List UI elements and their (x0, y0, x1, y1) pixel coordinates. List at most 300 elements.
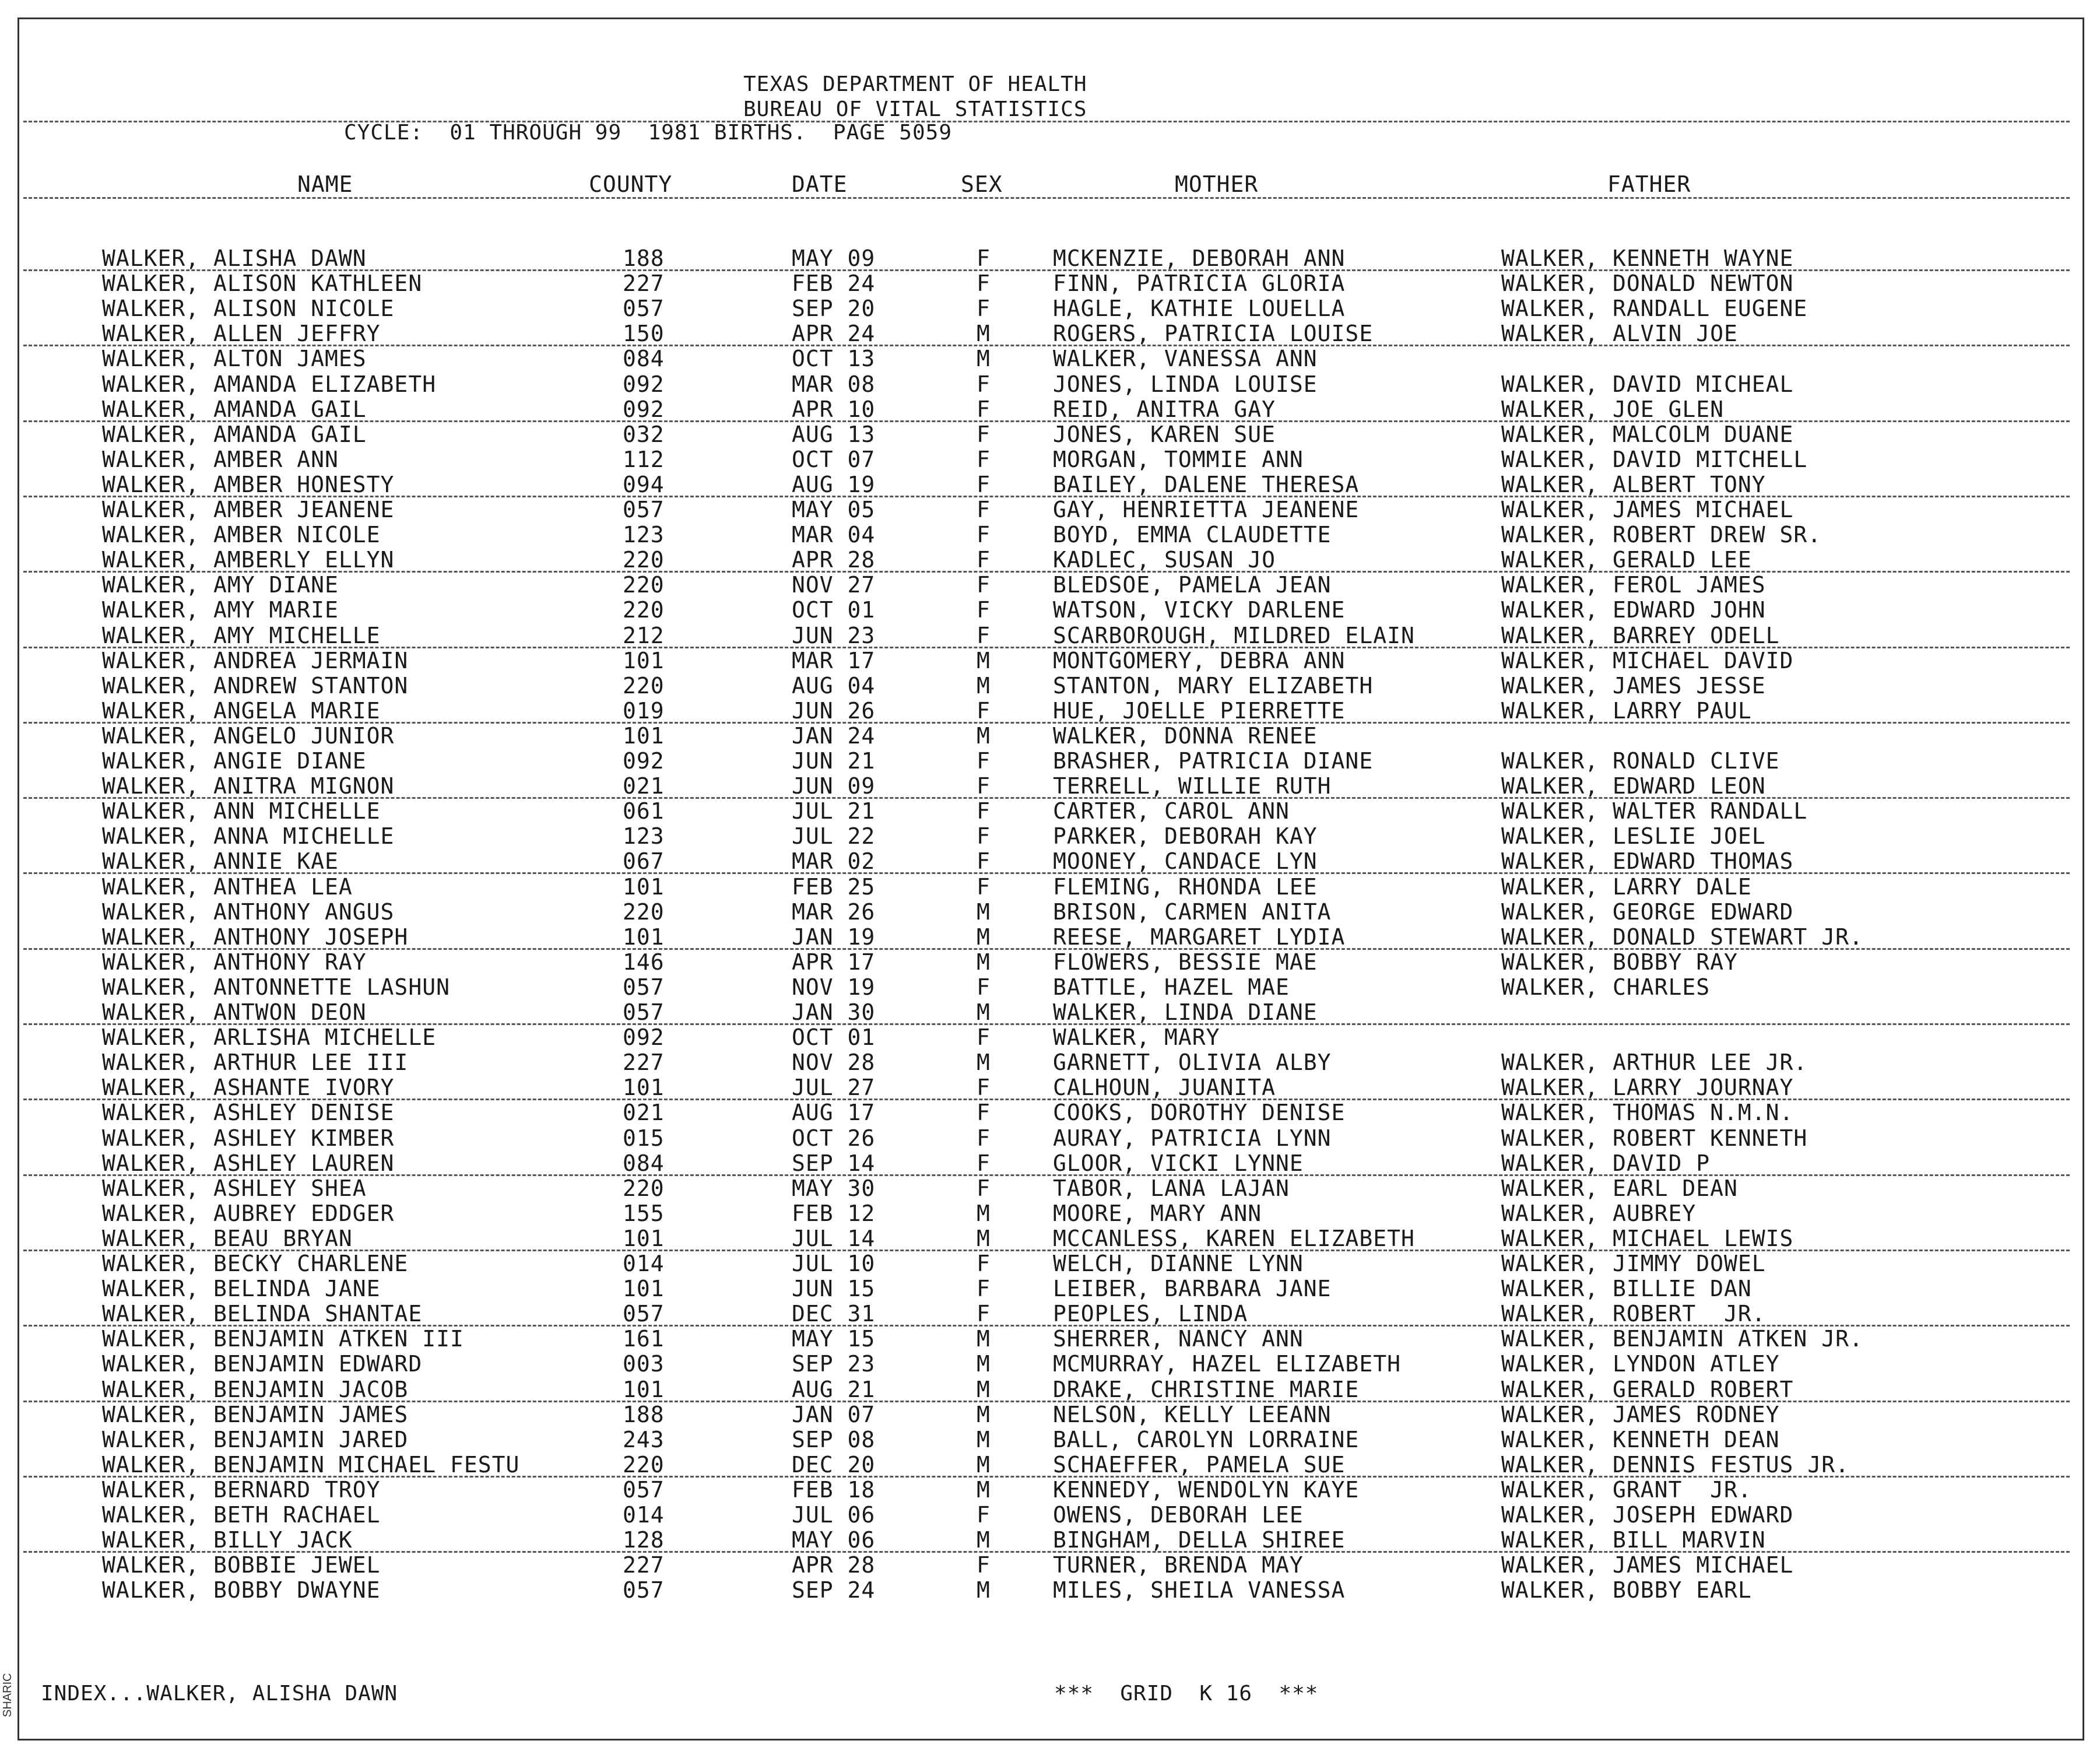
cell-father: WALKER, KENNETH WAYNE (1501, 245, 1794, 271)
cell-father: WALKER, KENNETH DEAN (1501, 1426, 1780, 1452)
cell-name: WALKER, BECKY CHARLENE (102, 1251, 409, 1276)
cell-name: WALKER, BELINDA JANE (102, 1276, 381, 1302)
cell-sex: M (977, 1527, 991, 1553)
cell-mother: AURAY, PATRICIA LYNN (1053, 1125, 1332, 1151)
cell-mother: MCMURRAY, HAZEL ELIZABETH (1053, 1351, 1401, 1377)
cell-father: WALKER, ALBERT TONY (1501, 471, 1766, 497)
cell-date: JUN 23 (792, 622, 876, 648)
cell-date: AUG 13 (792, 421, 876, 447)
table-row (0, 1327, 2100, 1351)
cell-father: WALKER, DAVID P (1501, 1150, 1711, 1176)
cell-sex: M (977, 1426, 991, 1452)
cell-sex: F (977, 1075, 991, 1101)
cell-sex: F (977, 697, 991, 724)
cell-father: WALKER, ROBERT DREW SR. (1501, 522, 1822, 548)
cell-county: 155 (623, 1200, 665, 1226)
table-row (0, 246, 2100, 271)
table-row (0, 774, 2100, 798)
cell-father: WALKER, ROBERT JR. (1501, 1301, 1766, 1327)
cell-sex: F (977, 848, 991, 875)
cell-county: 161 (623, 1326, 665, 1352)
grid-footer: *** GRID K 16 *** (1054, 1682, 1319, 1706)
table-row (0, 447, 2100, 472)
cell-county: 227 (623, 271, 665, 297)
cell-name: WALKER, ASHLEY DENISE (102, 1100, 395, 1126)
cell-mother: FINN, PATRICIA GLORIA (1053, 271, 1346, 297)
cell-father: WALKER, RONALD CLIVE (1501, 748, 1780, 774)
cell-date: JUN 09 (792, 773, 876, 799)
cell-sex: M (977, 1351, 991, 1377)
cell-name: WALKER, ASHLEY KIMBER (102, 1125, 395, 1151)
cell-mother: HAGLE, KATHIE LOUELLA (1053, 296, 1346, 322)
cell-name: WALKER, AMANDA GAIL (102, 421, 367, 447)
cell-name: WALKER, BILLY JACK (102, 1527, 353, 1553)
table-row (0, 975, 2100, 999)
cell-name: WALKER, BENJAMIN JAMES (102, 1401, 409, 1427)
cell-date: JAN 19 (792, 924, 876, 950)
cell-father: WALKER, JAMES RODNEY (1501, 1401, 1780, 1427)
column-header-name: NAME (297, 171, 353, 197)
cell-name: WALKER, ANN MICHELLE (102, 798, 381, 824)
cell-date: FEB 24 (792, 271, 876, 297)
cell-sex: F (977, 748, 991, 774)
cell-sex: F (977, 245, 991, 271)
table-row (0, 422, 2100, 447)
column-header-sex: SEX (961, 171, 1003, 197)
cell-date: JUL 14 (792, 1225, 876, 1251)
table-row (0, 699, 2100, 723)
cell-sex: M (977, 1577, 991, 1603)
cell-date: FEB 12 (792, 1200, 876, 1226)
cell-sex: F (977, 572, 991, 598)
cell-mother: TURNER, BRENDA MAY (1053, 1552, 1304, 1578)
column-header-father: FATHER (1607, 171, 1691, 197)
cell-sex: F (977, 873, 991, 900)
cell-mother: HUE, JOELLE PIERRETTE (1053, 697, 1346, 724)
table-row (0, 397, 2100, 422)
cell-mother: SCHAEFFER, PAMELA SUE (1053, 1451, 1346, 1478)
table-row (0, 1352, 2100, 1376)
cell-county: 128 (623, 1527, 665, 1553)
cell-county: 021 (623, 773, 665, 799)
table-row (0, 1050, 2100, 1075)
cell-sex: F (977, 547, 991, 573)
cell-county: 101 (623, 1376, 665, 1402)
cell-sex: F (977, 371, 991, 397)
cell-county: 003 (623, 1351, 665, 1377)
cell-name: WALKER, BETH RACHAEL (102, 1502, 381, 1528)
cell-sex: F (977, 1150, 991, 1176)
table-row (0, 271, 2100, 296)
cell-date: DEC 20 (792, 1451, 876, 1478)
cell-sex: F (977, 396, 991, 422)
cell-name: WALKER, ANDREW STANTON (102, 672, 409, 699)
cell-mother: JONES, KAREN SUE (1053, 421, 1276, 447)
cell-sex: M (977, 672, 991, 699)
cell-county: 057 (623, 1476, 665, 1503)
table-row (0, 1201, 2100, 1226)
cell-name: WALKER, AMBER JEANENE (102, 497, 395, 522)
cell-name: WALKER, ALLEN JEFFRY (102, 321, 381, 347)
cell-date: AUG 21 (792, 1376, 876, 1402)
cell-sex: M (977, 924, 991, 950)
cell-father: WALKER, GRANT JR. (1501, 1476, 1752, 1503)
cell-name: WALKER, BELINDA SHANTAE (102, 1301, 423, 1327)
cell-mother: GARNETT, OLIVIA ALBY (1053, 1050, 1332, 1076)
table-row (0, 1025, 2100, 1050)
table-row (0, 372, 2100, 396)
cell-name: WALKER, BEAU BRYAN (102, 1225, 353, 1251)
cell-date: SEP 24 (792, 1577, 876, 1603)
table-row (0, 673, 2100, 698)
cell-father: WALKER, DONALD STEWART JR. (1501, 924, 1863, 950)
cell-county: 015 (623, 1125, 665, 1151)
cell-sex: F (977, 1502, 991, 1528)
table-row (0, 1528, 2100, 1552)
cell-date: JUL 06 (792, 1502, 876, 1528)
column-header-mother: MOTHER (1175, 171, 1259, 197)
cell-county: 057 (623, 497, 665, 522)
cell-county: 101 (623, 647, 665, 673)
cell-mother: WELCH, DIANNE LYNN (1053, 1251, 1304, 1276)
cell-mother: TERRELL, WILLIE RUTH (1053, 773, 1332, 799)
cell-father: WALKER, GEORGE EDWARD (1501, 899, 1794, 925)
cell-date: APR 10 (792, 396, 876, 422)
cell-date: OCT 26 (792, 1125, 876, 1151)
column-header-county: COUNTY (589, 171, 673, 197)
cell-name: WALKER, AMBERLY ELLYN (102, 547, 395, 573)
cell-county: 220 (623, 1175, 665, 1201)
cell-sex: M (977, 949, 991, 975)
cell-father: WALKER, LARRY PAUL (1501, 697, 1752, 724)
table-row (0, 497, 2100, 522)
cell-county: 220 (623, 1451, 665, 1478)
cell-father: WALKER, CHARLES (1501, 974, 1711, 1000)
cell-name: WALKER, ANTHONY JOSEPH (102, 924, 409, 950)
cell-name: WALKER, AMY MICHELLE (102, 622, 381, 648)
cycle-line: CYCLE: 01 THROUGH 99 1981 BIRTHS. PAGE 5059 (344, 121, 952, 145)
cell-county: 057 (623, 999, 665, 1025)
cell-date: JUL 21 (792, 798, 876, 824)
cell-sex: F (977, 1552, 991, 1578)
cell-county: 101 (623, 1225, 665, 1251)
table-row (0, 1301, 2100, 1326)
table-row (0, 799, 2100, 823)
cell-mother: OWENS, DEBORAH LEE (1053, 1502, 1304, 1528)
cell-father: WALKER, BOBBY EARL (1501, 1577, 1752, 1603)
cell-father: WALKER, MALCOLM DUANE (1501, 421, 1794, 447)
cell-sex: M (977, 722, 991, 749)
cell-mother: GLOOR, VICKI LYNNE (1053, 1150, 1304, 1176)
table-row (0, 1000, 2100, 1024)
cell-mother: WALKER, MARY (1053, 1024, 1220, 1051)
cell-sex: M (977, 1376, 991, 1402)
cell-mother: MCKENZIE, DEBORAH ANN (1053, 245, 1346, 271)
cell-sex: F (977, 773, 991, 799)
cell-county: 112 (623, 446, 665, 472)
cell-county: 227 (623, 1050, 665, 1076)
cell-father: WALKER, DAVID MITCHELL (1501, 446, 1808, 472)
cell-county: 067 (623, 848, 665, 875)
table-row (0, 522, 2100, 547)
cell-sex: F (977, 1175, 991, 1201)
cell-date: JUN 21 (792, 748, 876, 774)
cell-father: WALKER, GERALD LEE (1501, 547, 1752, 573)
cell-name: WALKER, ANNIE KAE (102, 848, 339, 875)
cell-name: WALKER, AMBER HONESTY (102, 471, 395, 497)
cell-mother: REESE, MARGARET LYDIA (1053, 924, 1346, 950)
cell-name: WALKER, ALISHA DAWN (102, 245, 367, 271)
cell-father: WALKER, JAMES MICHAEL (1501, 1552, 1794, 1578)
cell-county: 014 (623, 1502, 665, 1528)
cell-sex: F (977, 522, 991, 548)
cell-date: OCT 07 (792, 446, 876, 472)
cell-county: 220 (623, 899, 665, 925)
cell-sex: M (977, 1225, 991, 1251)
cell-date: AUG 17 (792, 1100, 876, 1126)
cell-sex: F (977, 1251, 991, 1276)
cell-father: WALKER, BOBBY RAY (1501, 949, 1738, 975)
cell-county: 092 (623, 396, 665, 422)
cell-date: FEB 25 (792, 873, 876, 900)
cell-date: MAY 05 (792, 497, 876, 522)
cell-mother: WATSON, VICKY DARLENE (1053, 597, 1346, 623)
cell-name: WALKER, BENJAMIN JARED (102, 1426, 409, 1452)
bureau-title: BUREAU OF VITAL STATISTICS (743, 97, 1087, 121)
cell-date: JUL 22 (792, 823, 876, 850)
cell-sex: M (977, 1476, 991, 1503)
cell-date: MAY 15 (792, 1326, 876, 1352)
cell-sex: M (977, 1200, 991, 1226)
cell-name: WALKER, ANTHEA LEA (102, 873, 353, 900)
cell-name: WALKER, ANITRA MIGNON (102, 773, 395, 799)
cell-mother: PEOPLES, LINDA (1053, 1301, 1248, 1327)
cell-date: OCT 13 (792, 346, 876, 372)
table-row (0, 296, 2100, 321)
cell-sex: M (977, 999, 991, 1025)
cell-date: APR 17 (792, 949, 876, 975)
cell-name: WALKER, ALISON NICOLE (102, 296, 395, 322)
cell-name: WALKER, BOBBIE JEWEL (102, 1552, 381, 1578)
cell-father: WALKER, EARL DEAN (1501, 1175, 1738, 1201)
side-tag: SHARIC (1, 1673, 14, 1717)
cell-sex: F (977, 1301, 991, 1327)
cell-father: WALKER, EDWARD LEON (1501, 773, 1766, 799)
column-header-date: DATE (792, 171, 848, 197)
cell-date: AUG 04 (792, 672, 876, 699)
cell-county: 021 (623, 1100, 665, 1126)
cell-mother: GAY, HENRIETTA JEANENE (1053, 497, 1360, 522)
cell-mother: LEIBER, BARBARA JANE (1053, 1276, 1332, 1302)
table-row (0, 598, 2100, 622)
cell-date: MAR 04 (792, 522, 876, 548)
cell-date: NOV 28 (792, 1050, 876, 1076)
cell-county: 188 (623, 245, 665, 271)
cell-sex: M (977, 1401, 991, 1427)
cell-county: 220 (623, 572, 665, 598)
table-row (0, 1578, 2100, 1602)
cell-name: WALKER, BOBBY DWAYNE (102, 1577, 381, 1603)
cell-father: WALKER, GERALD ROBERT (1501, 1376, 1794, 1402)
cell-mother: STANTON, MARY ELIZABETH (1053, 672, 1374, 699)
cell-father: WALKER, LYNDON ATLEY (1501, 1351, 1780, 1377)
cell-mother: CALHOUN, JUANITA (1053, 1075, 1276, 1101)
cell-name: WALKER, ANNA MICHELLE (102, 823, 395, 850)
cell-county: 084 (623, 346, 665, 372)
cell-father: WALKER, LARRY JOURNAY (1501, 1075, 1794, 1101)
cell-date: NOV 27 (792, 572, 876, 598)
cell-mother: MORGAN, TOMMIE ANN (1053, 446, 1304, 472)
table-row (0, 573, 2100, 597)
cell-name: WALKER, ANDREA JERMAIN (102, 647, 409, 673)
cell-name: WALKER, ANTHONY ANGUS (102, 899, 395, 925)
cell-sex: F (977, 974, 991, 1000)
table-row (0, 1126, 2100, 1150)
cell-county: 220 (623, 597, 665, 623)
cell-father: WALKER, EDWARD JOHN (1501, 597, 1766, 623)
cell-father: WALKER, THOMAS N.M.N. (1501, 1100, 1794, 1126)
cell-name: WALKER, ASHANTE IVORY (102, 1075, 395, 1101)
cell-mother: SCARBOROUGH, MILDRED ELAIN (1053, 622, 1415, 648)
cell-sex: M (977, 1326, 991, 1352)
cell-sex: F (977, 597, 991, 623)
cell-date: JAN 07 (792, 1401, 876, 1427)
cell-father: WALKER, DONALD NEWTON (1501, 271, 1794, 297)
cell-mother: BAILEY, DALENE THERESA (1053, 471, 1360, 497)
cell-county: 212 (623, 622, 665, 648)
cell-county: 101 (623, 1075, 665, 1101)
cell-name: WALKER, AMANDA GAIL (102, 396, 367, 422)
cell-county: 084 (623, 1150, 665, 1176)
cell-mother: FLOWERS, BESSIE MAE (1053, 949, 1318, 975)
cell-sex: F (977, 497, 991, 522)
cell-mother: CARTER, CAROL ANN (1053, 798, 1290, 824)
table-row (0, 724, 2100, 748)
table-row (0, 472, 2100, 497)
cell-county: 101 (623, 873, 665, 900)
cell-mother: BATTLE, HAZEL MAE (1053, 974, 1290, 1000)
cell-county: 019 (623, 697, 665, 724)
table-row (0, 900, 2100, 924)
cell-sex: M (977, 647, 991, 673)
cell-date: OCT 01 (792, 597, 876, 623)
table-row (0, 1452, 2100, 1477)
cell-mother: MOORE, MARY ANN (1053, 1200, 1262, 1226)
cell-sex: F (977, 1100, 991, 1126)
cell-name: WALKER, BENJAMIN EDWARD (102, 1351, 423, 1377)
cell-name: WALKER, ANGIE DIANE (102, 748, 367, 774)
cell-sex: F (977, 823, 991, 850)
table-row (0, 1075, 2100, 1100)
cell-date: APR 28 (792, 1552, 876, 1578)
cell-date: JUL 10 (792, 1251, 876, 1276)
cell-date: MAR 26 (792, 899, 876, 925)
cell-mother: BRISON, CARMEN ANITA (1053, 899, 1332, 925)
cell-mother: WALKER, DONNA RENEE (1053, 722, 1318, 749)
cell-father: WALKER, AUBREY (1501, 1200, 1697, 1226)
cell-name: WALKER, AMY MARIE (102, 597, 339, 623)
cell-date: DEC 31 (792, 1301, 876, 1327)
cell-county: 092 (623, 1024, 665, 1051)
cell-date: SEP 20 (792, 296, 876, 322)
table-row (0, 1478, 2100, 1502)
table-row (0, 925, 2100, 949)
cell-name: WALKER, ANTHONY RAY (102, 949, 367, 975)
table-row (0, 1176, 2100, 1201)
cell-father: WALKER, EDWARD THOMAS (1501, 848, 1794, 875)
cell-name: WALKER, ANGELO JUNIOR (102, 722, 395, 749)
cell-county: 150 (623, 321, 665, 347)
cell-father: WALKER, BILLIE DAN (1501, 1276, 1752, 1302)
cell-mother: BINGHAM, DELLA SHIREE (1053, 1527, 1346, 1553)
cell-date: SEP 23 (792, 1351, 876, 1377)
cell-father: WALKER, LESLIE JOEL (1501, 823, 1766, 850)
cell-mother: KENNEDY, WENDOLYN KAYE (1053, 1476, 1360, 1503)
cell-date: JUN 26 (792, 697, 876, 724)
table-row (0, 321, 2100, 346)
cell-county: 101 (623, 722, 665, 749)
cell-county: 094 (623, 471, 665, 497)
cell-name: WALKER, BENJAMIN ATKEN III (102, 1326, 464, 1352)
index-footer: INDEX...WALKER, ALISHA DAWN (41, 1682, 398, 1706)
cell-father: WALKER, BENJAMIN ATKEN JR. (1501, 1326, 1863, 1352)
cell-mother: NELSON, KELLY LEEANN (1053, 1401, 1332, 1427)
cell-county: 101 (623, 924, 665, 950)
cell-name: WALKER, BENJAMIN MICHAEL FESTU (102, 1451, 520, 1478)
table-row (0, 849, 2100, 873)
cell-date: JUL 27 (792, 1075, 876, 1101)
table-row (0, 1377, 2100, 1402)
cell-mother: PARKER, DEBORAH KAY (1053, 823, 1318, 850)
cell-sex: M (977, 321, 991, 347)
table-row (0, 623, 2100, 648)
cell-name: WALKER, ANGELA MARIE (102, 697, 381, 724)
cell-mother: SHERRER, NANCY ANN (1053, 1326, 1304, 1352)
cell-name: WALKER, ASHLEY SHEA (102, 1175, 367, 1201)
cell-sex: M (977, 899, 991, 925)
cell-father: WALKER, ALVIN JOE (1501, 321, 1738, 347)
table-row (0, 1151, 2100, 1175)
cell-date: SEP 08 (792, 1426, 876, 1452)
table-row (0, 1251, 2100, 1276)
cell-county: 092 (623, 371, 665, 397)
table-row (0, 824, 2100, 848)
cell-date: JUN 15 (792, 1276, 876, 1302)
cell-county: 220 (623, 547, 665, 573)
cell-father: WALKER, ARTHUR LEE JR. (1501, 1050, 1808, 1076)
table-row (0, 548, 2100, 572)
cell-mother: WALKER, LINDA DIANE (1053, 999, 1318, 1025)
cell-mother: TABOR, LANA LAJAN (1053, 1175, 1290, 1201)
cell-date: MAY 09 (792, 245, 876, 271)
cell-county: 057 (623, 1301, 665, 1327)
cell-name: WALKER, AUBREY EDDGER (102, 1200, 395, 1226)
cell-father: WALKER, JOSEPH EDWARD (1501, 1502, 1794, 1528)
cell-county: 220 (623, 672, 665, 699)
cell-mother: MILES, SHEILA VANESSA (1053, 1577, 1346, 1603)
cell-county: 101 (623, 1276, 665, 1302)
cell-mother: COOKS, DOROTHY DENISE (1053, 1100, 1346, 1126)
cell-mother: BLEDSOE, PAMELA JEAN (1053, 572, 1332, 598)
cell-sex: M (977, 1451, 991, 1478)
cell-county: 014 (623, 1251, 665, 1276)
cell-sex: F (977, 622, 991, 648)
cell-date: MAR 02 (792, 848, 876, 875)
cell-father: WALKER, ROBERT KENNETH (1501, 1125, 1808, 1151)
cell-name: WALKER, ALISON KATHLEEN (102, 271, 423, 297)
cell-name: WALKER, ARTHUR LEE III (102, 1050, 409, 1076)
table-row (0, 875, 2100, 899)
